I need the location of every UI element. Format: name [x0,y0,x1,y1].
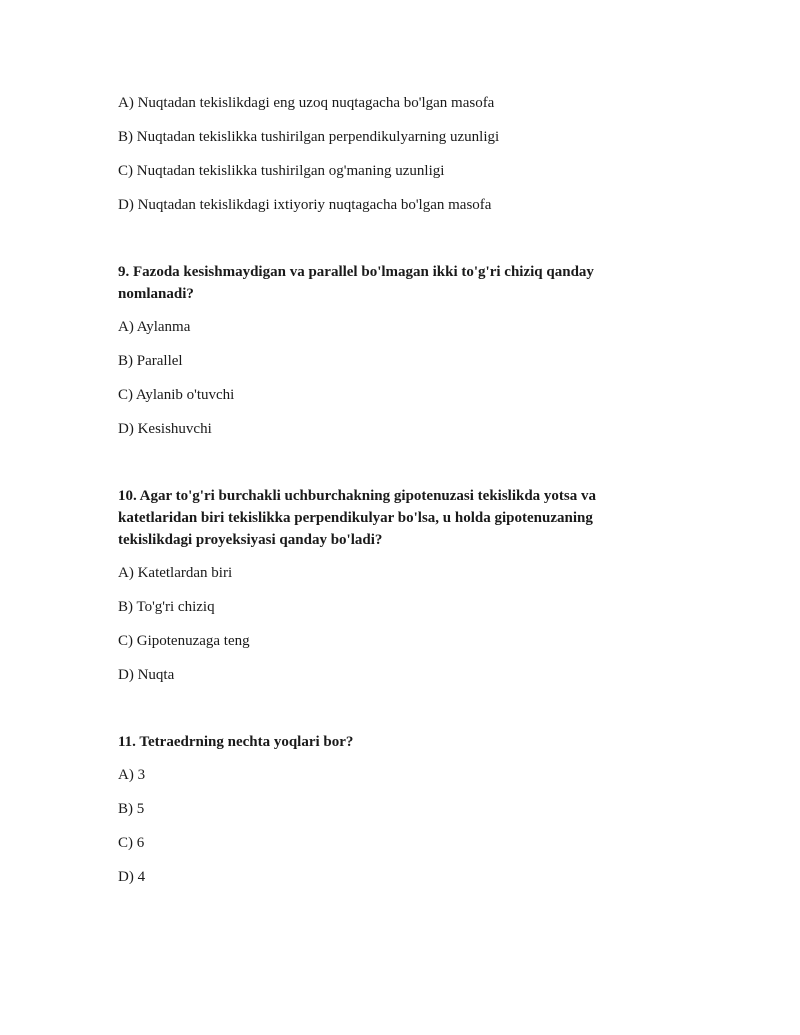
question-11 [118,731,638,887]
answer-option: C) Nuqtadan tekislikka tushirilgan og'maning uzunligi [118,163,445,179]
answer-option: A) Katetlardan biri [118,565,233,581]
question-text: 11. Tetraedrning nechta yoqlari bor? [118,734,354,750]
answer-option: C) 6 [118,835,145,851]
answer-option: A) Nuqtadan tekislikdagi eng uzoq nuqtagacha bo'lgan masofa [118,95,495,111]
answer-option: B) 5 [118,801,145,817]
question-10 [118,485,638,685]
question-text: 10. Agar to'g'ri burchakli uchburchakning gipotenuzasi tekislikda yotsa va katetlaridan biri tekislikka perpendikulyar bo'lsa, u holda gipotenuzaning tekislikdagi proyeksiyasi qanday bo'ladi? [118,488,597,548]
answer-option: D) 4 [118,869,146,885]
spacer [118,699,638,731]
answer-option: C) Gipotenuzaga teng [118,633,250,649]
answer-option: A) 3 [118,767,146,783]
spacer [118,453,638,485]
answer-option: D) Kesishuvchi [118,421,212,437]
answer-option: D) Nuqta [118,667,175,683]
question-text: 9. Fazoda kesishmaydigan va parallel bo'lmagan ikki to'g'ri chiziq qanday nomlanadi? [118,264,594,302]
spacer [118,229,638,261]
answer-option: B) Parallel [118,353,183,369]
answer-option: A) Aylanma [118,319,191,335]
document-content [118,93,638,901]
answer-option: B) Nuqtadan tekislikka tushirilgan perpendikulyarning uzunligi [118,129,500,145]
answer-option: D) Nuqtadan tekislikdagi ixtiyoriy nuqtagacha bo'lgan masofa [118,197,492,213]
answer-option: C) Aylanib o'tuvchi [118,387,235,403]
answer-option: B) To'g'ri chiziq [118,599,215,615]
question-9 [118,261,638,439]
question-8-options [118,93,638,215]
